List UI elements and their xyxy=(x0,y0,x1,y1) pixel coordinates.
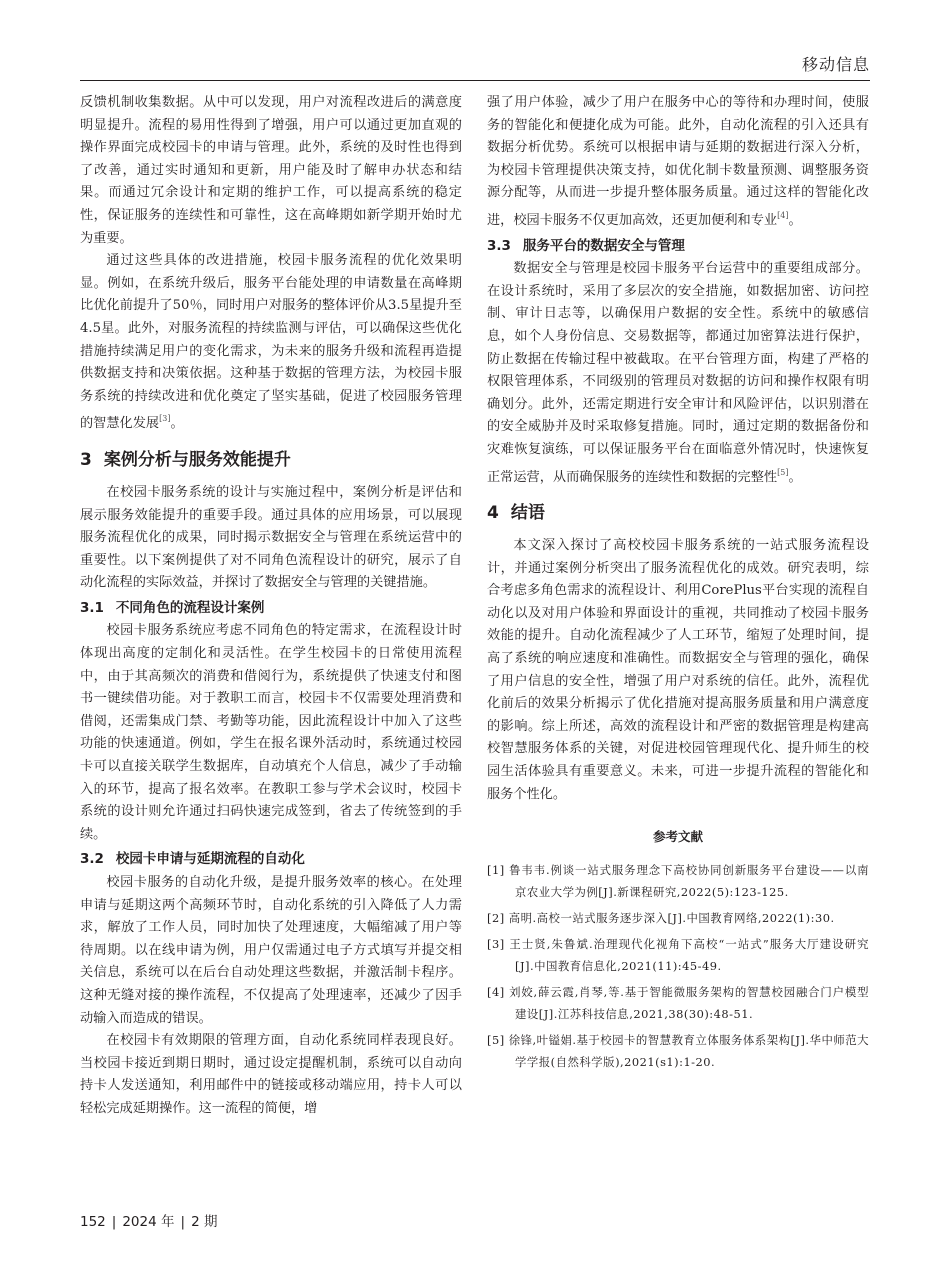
footer-separator: | xyxy=(111,1214,117,1230)
reference-item: [2] 高明.高校一站式服务逐步深入[J].中国教育网络,2022(1):30. xyxy=(487,910,835,925)
paragraph-text: 通过这些具体的改进措施，校园卡服务流程的优化效果明显。例如，在系统升级后，服务平台能处理的申请数量在高峰期比优化前提升了50％，同时用户对服务的整体评价从3.5星提升至4.5星。此外，对服务流程的持续监测与评估，可以确保这些优化措施持续满足用户的变化需求，为未来的服务升级和流程再造提供数据支持和决策依据。这种基于数据的管理方法，为校园卡服务系统的持续改进和优化奠定了坚实基础，促进了校园服务管理的智慧化发展 xyxy=(80,253,462,432)
reference-item: [5] 徐锋,叶镒娟.基于校园卡的智慧教育立体服务体系架构[J].华中师范大学学报(自然科学版),2021(s1):1-20. xyxy=(487,1032,870,1069)
page-header xyxy=(0,0,950,80)
subsection-number: 3.1 xyxy=(80,599,104,616)
citation[interactable]: [4] xyxy=(777,210,789,220)
section-title: 结语 xyxy=(510,503,545,524)
page-footer xyxy=(80,1210,217,1230)
paragraph: 本文深入探讨了高校校园卡服务系统的一站式服务流程设计，并通过案例分析突出了服务流程优化的成效。研究表明，综合考虑多角色需求的流程设计、利用CorePlus平台实现的流程自动化以及对用户体验和界面设计的重视，共同推动了校园卡服务效能的提升。自动化流程减少了人工环节，缩短了处理时间，提高了系统的响应速度和准确性。而数据安全与管理的强化，确保了用户信息的安全性，增强了用户对系统的信任。此外，流程优化前后的效果分析揭示了优化措施对提高服务质量和用户满意度的影响。综上所述，高效的流程设计和严密的数据管理是构建高校智慧服务体系的关键，对促进校园管理现代化、提升师生的校园生活体验具有重要意义。未来，可进一步提升流程的智能化和服务个性化。 xyxy=(487,538,869,802)
issue-year: 2024 年 xyxy=(122,1214,175,1230)
references-title: 参考文献 xyxy=(652,829,703,845)
reference-item: [1] 鲁韦韦.例谈一站式服务理念下高校协同创新服务平台建设——以南京农业大学为例[J].新课程研究,2022(5):123-125. xyxy=(487,862,869,899)
section-heading-3 xyxy=(80,448,462,472)
subsection-heading-3-2 xyxy=(80,848,462,871)
section-heading-4 xyxy=(487,501,869,525)
subsection-title: 校园卡申请与延期流程的自动化 xyxy=(115,851,305,868)
paragraph-text: 数据安全与管理是校园卡服务平台运营中的重要组成部分。在设计系统时，采用了多层次的安全措施，如数据加密、访问控制、审计日志等，以确保用户数据的安全性。系统中的敏感信息，如个人身份信息、交易数据等，都通过加密算法进行保护，防止数据在传输过程中被截取。在平台管理方面，构建了严格的权限管理体系，不同级别的管理员对数据的访问和操作权限有明确划分。此外，还需定期进行安全审计和风险评估，以识别潜在的安全威胁并及时采取修复措施。同时，通过定期的数据备份和灾难恢复演练，可以保证服务平台在面临意外情况时，快速恢复正常运营，从而确保服务的连续性和数据的完整性 xyxy=(487,261,869,485)
paragraph-text: 强了用户体验，减少了用户在服务中心的等待和办理时间，使服务的智能化和便捷化成为可能。此外，自动化流程的引入还具有数据分析优势。系统可以根据申请与延期的数据进行深入分析，为校园卡管理提供决策支持，如优化制卡数量预测、调整服务资源分配等，从而进一步提升整体服务质量。通过这样的智能化改进，校园卡服务不仅更加高效，还更加便利和专业 xyxy=(487,95,869,228)
header-rule xyxy=(80,80,870,81)
paragraph: 校园卡服务系统应考虑不同角色的特定需求，在流程设计时体现出高度的定制化和灵活性。在学生校园卡的日常使用流程中，由于其高频次的消费和借阅行为，系统提供了快速支付和图书一键续借功能。对于教职工而言，校园卡不仅需要处理消费和借阅，还需集成门禁、考勤等功能，因此流程设计中加入了这些功能的快速通道。例如，学生在报名课外活动时，系统通过校园卡可以直接关联学生数据库，自动填充个人信息，减少了手动输入的环节，提高了报名效率。在教职工参与学术会议时，校园卡系统的设计则允许通过扫码快速完成签到，省去了传统签到的手续。 xyxy=(80,623,462,842)
subsection-heading-3-1 xyxy=(80,597,462,620)
paragraph: 校园卡服务的自动化升级，是提升服务效率的核心。在处理申请与延期这两个高频环节时，自动化系统的引入降低了人力需求，解放了工作人员，同时加快了处理速度，大幅缩减了用户等待周期。以在线申请为例，用户仅需通过电子方式填写并提交相关信息，系统可以在后台自动处理这些数据，并激活制卡程序。这种无缝对接的操作流程，不仅提高了处理速率，还减少了因手动输入而造成的错误。 xyxy=(80,875,462,1026)
subsection-number: 3.3 xyxy=(487,237,511,254)
paragraph: 在校园卡有效期限的管理方面，自动化系统同样表现良好。当校园卡接近到期日期时，通过设定提醒机制，系统可以自动向持卡人发送通知，利用邮件中的链接或移动端应用，持卡人可以轻松完成延期操作。这一流程的简便，增 xyxy=(80,1033,462,1116)
issue-number: 2 期 xyxy=(191,1214,218,1230)
reference-item: [3] 王士贤,朱鲁斌.治理现代化视角下高校“一站式”服务大厅建设研究[J].中国教育信息化,2021(11):45-49. xyxy=(487,936,869,973)
journal-name: 移动信息 xyxy=(801,55,870,74)
citation[interactable]: [3] xyxy=(159,414,171,424)
subsection-heading-3-3 xyxy=(487,235,869,258)
section-title: 案例分析与服务效能提升 xyxy=(103,449,291,470)
left-column xyxy=(80,92,462,1121)
reference-item: [4] 刘姣,薛云霞,肖琴,等.基于智能微服务架构的智慧校园融合门户模型建设[J].江苏科技信息,2021,38(30):48-51. xyxy=(487,984,869,1021)
paragraph-end: 。 xyxy=(170,416,184,432)
paragraph xyxy=(80,250,462,436)
reference-list xyxy=(487,859,869,1073)
paragraph: 反馈机制收集数据。从中可以发现，用户对流程改进后的满意度明显提升。流程的易用性得到了增强，用户可以通过更加直观的操作界面完成校园卡的申请与管理。此外，系统的及时性也得到了改善，通过实时通知和更新，用户能及时了解申办状态和结果。而通过冗余设计和定期的维护工作，可以提高系统的稳定性，保证服务的连续性和可靠性，这在高峰期如新学期开始时尤为重要。 xyxy=(80,95,462,246)
paragraph-end: 。 xyxy=(788,469,802,485)
section-number: 3 xyxy=(80,449,92,470)
footer-separator: | xyxy=(180,1214,186,1230)
paragraph: 在校园卡服务系统的设计与实施过程中，案例分析是评估和展示服务效能提升的重要手段。通过具体的应用场景，可以展现服务流程优化的成果，同时揭示数据安全与管理在系统运营中的重要性。以下案例提供了对不同角色流程设计的研究，展示了自动化流程的实际效益，并探讨了数据安全与管理的关键措施。 xyxy=(80,484,462,591)
subsection-number: 3.2 xyxy=(80,851,104,868)
page-number: 152 xyxy=(80,1214,106,1230)
subsection-title: 不同角色的流程设计案例 xyxy=(115,599,265,616)
subsection-title: 服务平台的数据安全与管理 xyxy=(522,237,685,254)
paragraph-end: 。 xyxy=(788,212,802,228)
citation[interactable]: [5] xyxy=(777,467,789,477)
right-column xyxy=(487,92,869,1077)
paragraph xyxy=(487,258,869,489)
section-number: 4 xyxy=(487,503,499,524)
paragraph xyxy=(487,92,869,233)
